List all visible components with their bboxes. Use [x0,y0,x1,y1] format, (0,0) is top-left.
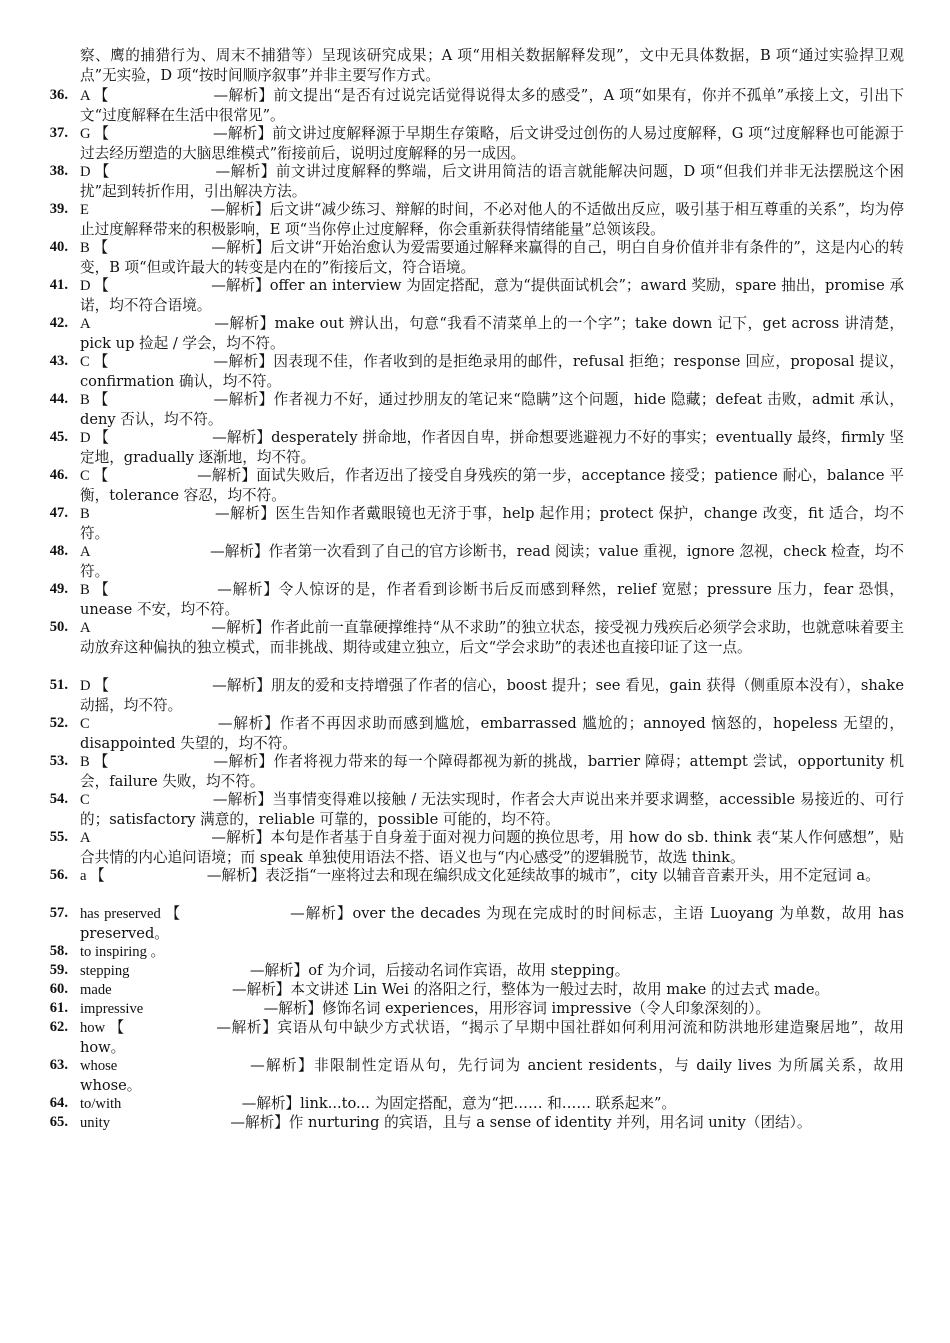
answer-explanation [80,904,904,943]
answer-choice: A [80,830,94,846]
analysis-text: desperately 拼命地，作者因自卑，拼命想要逃避视力不好的事实；eventually 最终，firmly 坚定地，gradually 逐渐地，均不符。 [80,429,904,467]
answer-choice: C [80,716,95,732]
analysis-marker: 【 —解析】 [94,163,276,180]
answer-choice: unity [80,1115,114,1131]
analysis-text: 作者第一次看到了自己的官方诊断书，read 阅读；value 重视，ignore 忽视，check 检查，均不符。 [80,543,904,581]
question-number: 57. [49,905,68,921]
answer-explanation [80,580,904,619]
answer-choice: B [80,754,94,770]
answer-explanation [80,752,904,791]
question-number: 40. [49,239,68,255]
analysis-marker: 【 —解析】 [94,429,272,446]
analysis-text: 作者此前一直靠硬撑维持“从不求助”的独立状态，接受视力残疾后必须学会求助，也就意味着要主动放弃这种偏执的独立模式，而非挑战、期待或建立独立，后文“学会求助”的表述也直接印证了这一点。 [80,619,904,657]
answer-explanation [80,238,904,277]
analysis-text: 前文讲过度解释的弊端，后文讲用简洁的语言就能解决问题，D 项“但我们并非无法摆脱这个困扰”起到转折作用，引出解决方法。 [80,163,904,201]
question-number: 41. [49,277,68,293]
answer-explanation [80,790,904,829]
answer-choice: has preserved [80,906,166,922]
analysis-text: 前文提出“是否有过说完话觉得说得太多的感受”，A 项“如果有，你并不孤单”承接上文，引出下文“过度解释在生活中很常见”。 [80,87,904,125]
analysis-marker: —解析】 [115,981,291,998]
answer-choice: A [80,88,94,104]
answer-explanation [80,676,904,715]
question-number: 64. [49,1095,68,1111]
answer-explanation [80,352,904,391]
answer-explanation [80,942,904,962]
question-number: 55. [49,829,68,845]
answer-choice: to/with [80,1096,125,1112]
analysis-marker: —解析】 [93,315,275,332]
analysis-marker: 【 —解析】 [93,87,274,104]
question-number: 58. [49,943,68,959]
answer-choice: impressive [80,1001,147,1017]
answer-explanation [80,866,904,886]
analysis-text: 作 nurturing 的宾语，且与 a sense of identity 并列，用名词 unity（团结）。 [288,1114,812,1131]
answer-choice: B [80,240,94,256]
answer-choice: stepping [80,963,134,979]
answer-choice: made [80,982,116,998]
answer-choice: A [80,316,94,332]
analysis-marker: 【 —解析】 [93,239,271,256]
answer-choice: C [80,354,94,370]
analysis-marker: 【 —解析】 [93,353,274,370]
answer-explanation [80,1018,904,1057]
analysis-text: 作者将视力带来的每一个障碍都视为新的挑战，barrier 障碍；attempt 尝试，opportunity 机会，failure 失败，均不符。 [80,753,904,791]
answer-choice: a [80,868,91,884]
analysis-marker: 【 —解析】 [93,753,274,770]
answer-choice: A [80,620,94,636]
analysis-marker: 【 —解析】 [93,391,274,408]
answer-choice: A [80,544,94,560]
analysis-text: 作者视力不好，通过抄朋友的笔记来“隐瞒”这个问题，hide 隐藏；defeat 击败，admit 承认，deny 否认，均不符。 [80,391,904,429]
analysis-marker: —解析】 [122,1057,314,1074]
analysis-marker: —解析】 [133,962,309,979]
answer-choice: G [80,126,95,142]
question-number: 59. [49,962,68,978]
answer-choice: C [80,792,94,808]
question-number: 61. [49,1000,68,1016]
analysis-marker: 【 —解析】 [165,905,353,922]
analysis-text: of 为介词，后接动名词作宾语，故用 stepping。 [308,962,630,979]
analysis-marker: —解析】 [93,543,269,560]
answer-explanation [80,1113,904,1133]
answer-explanation [80,714,904,753]
question-number: 39. [49,201,68,217]
question-number: 65. [49,1114,68,1130]
analysis-text: offer an interview 为固定搭配，意为“提供面试机会”；award 奖励，spare 抽出，promise 承诺，均不符合语境。 [80,277,904,315]
analysis-text: 宾语从句中缺少方式状语，“揭示了早期中国社群如何利用河流和防洪地形建造聚居地”，故用 how。 [80,1019,904,1057]
analysis-marker: —解析】 [93,791,273,808]
analysis-text: 修饰名词 experiences，用形容词 impressive（令人印象深刻的）。 [322,1000,771,1017]
analysis-text: 作者不再因求助而感到尴尬，embarrassed 尴尬的；annoyed 恼怒的，hopeless 无望的，disappointed 失望的，均不符。 [80,715,904,753]
answer-choice: whose [80,1058,123,1074]
analysis-text: 本文讲述 Lin Wei 的洛阳之行，整体为一般过去时，故用 make 的过去式 made。 [290,981,830,998]
question-number: 52. [49,715,68,731]
answer-choice: E [80,202,93,218]
answer-explanation [80,980,904,1000]
question-number: 49. [49,581,68,597]
answer-choice: B [80,392,94,408]
analysis-text: 朋友的爱和支持增强了作者的信心，boost 提升；see 看见，gain 获得（侧重原本没有），shake 动摇，均不符。 [80,677,904,715]
answer-explanation [80,428,904,467]
analysis-marker: 【 —解析】 [94,125,273,142]
answer-explanation [80,1094,904,1114]
analysis-text: 面试失败后，作者迈出了接受自身残疾的第一步，acceptance 接受；patience 耐心，balance 平衡，tolerance 容忍，均不符。 [80,467,904,505]
question-number: 42. [49,315,68,331]
analysis-marker: 【 —解析】 [94,277,270,294]
question-number: 51. [49,677,68,693]
analysis-marker: 【 —解析】 [94,677,272,694]
question-number: 48. [49,543,68,559]
answer-explanation [80,124,904,163]
answer-choice: D [80,430,95,446]
answer-explanation [80,86,904,125]
analysis-text: link...to... 为固定搭配，意为“把…… 和…… 联系起来”。 [300,1095,677,1112]
analysis-marker: 【 —解析】 [109,1019,278,1036]
question-number: 56. [49,867,68,883]
analysis-marker: 【 —解析】 [93,467,257,484]
question-number: 45. [49,429,68,445]
question-number: 46. [49,467,68,483]
answer-explanation [80,542,904,581]
analysis-marker: —解析】 [94,715,280,732]
answer-explanation [80,314,904,353]
analysis-text: 非限制性定语从句，先行词为 ancient residents，与 daily lives 为所属关系，故用 whose。 [80,1057,904,1095]
analysis-marker: —解析】 [92,201,270,218]
analysis-text: 前文讲过度解释源于早期生存策略，后文讲受过创伤的人易过度解释，G 项“过度解释也可能源于过去经历塑造的大脑思维模式”衔接前后，说明过度解释的另一成因。 [80,125,904,163]
analysis-marker: —解析】 [125,1095,301,1112]
analysis-marker: —解析】 [146,1000,323,1017]
question-number: 36. [49,87,68,103]
question-number: 50. [49,619,68,635]
answer-choice: how [80,1020,110,1036]
answer-explanation [80,961,904,981]
question-number: 47. [49,505,68,521]
question-number: 37. [49,125,68,141]
continuation-paragraph: 察、鹰的捕猎行为、周末不捕猎等）呈现该研究成果；A 项“用相关数据解释发现”，文中无具体数据，B 项“通过实验捍卫观点”无实验，D 项“按时间顺序叙事”并非主要写作方式。 [80,47,904,84]
answer-choice: C [80,468,94,484]
answer-explanation [80,162,904,201]
answer-explanation [80,466,904,505]
analysis-text: 后文讲“减少练习、辩解的时间，不必对他人的不适做出反应，吸引基于相互尊重的关系”，均为停止过度解释带来的积极影响，E 项“当你停止过度解释，你会重新获得情绪能量”总领该段。 [80,201,904,239]
question-number: 54. [49,791,68,807]
analysis-text: make out 辨认出，句意“我看不清菜单上的一个字”；take down 记下，get across 讲清楚，pick up 捡起 / 学会，均不符。 [80,315,904,353]
answer-explanation [80,1056,904,1095]
analysis-text: 后文讲“开始治愈认为爱需要通过解释来赢得的自己，明白自身价值并非有条件的”，这是内心的转变，B 项“但或许最大的转变是内在的”衔接后文，符合语境。 [80,239,904,277]
answer-explanation [80,276,904,315]
analysis-text: 因表现不佳，作者收到的是拒绝录用的邮件，refusal 拒绝；response 回应，proposal 提议，confirmation 确认，均不符。 [80,353,904,391]
answer-choice: D [80,678,95,694]
answer-choice: to inspiring [80,944,151,960]
question-number: 63. [49,1057,68,1073]
question-number: 43. [49,353,68,369]
analysis-marker: 【 —解析】 [94,581,279,598]
analysis-text: 。 [150,943,166,960]
answer-choice: B [80,506,94,522]
question-number: 44. [49,391,68,407]
analysis-marker: —解析】 [93,505,276,522]
question-number: 53. [49,753,68,769]
analysis-marker: —解析】 [93,619,271,636]
analysis-text: 表泛指“一座将过去和现在编织成文化延续故事的城市”，city 以辅音音素开头，用不定冠词 a。 [265,867,880,884]
analysis-text: 令人惊讶的是，作者看到诊断书后反而感到释然，relief 宽慰；pressure 压力，fear 恐惧，unease 不安，均不符。 [80,581,904,619]
analysis-marker: —解析】 [113,1114,289,1131]
analysis-text: 当事情变得难以接触 / 无法实现时，作者会大声说出来并要求调整，accessible 易接近的、可行的；satisfactory 满意的，reliable 可靠的，possible 可能的，均不符。 [80,791,904,829]
question-number: 38. [49,163,68,179]
answer-explanation [80,999,904,1019]
analysis-text: over the decades 为现在完成时的时间标志，主语 Luoyang 为单数，故用 has preserved。 [80,905,904,943]
answer-choice: B [80,582,95,598]
question-number: 62. [49,1019,68,1035]
analysis-text: 本句是作者基于自身羞于面对视力问题的换位思考，用 how do sb. think 表“某人作何感想”，贴合共情的内心追问语境；而 speak 单独使用语法不搭、语义也与“内心感受”的逻辑脱节，故选 think。 [80,829,904,867]
answer-explanation [80,390,904,429]
answer-explanation [80,828,904,867]
answer-explanation [80,504,904,543]
answer-choice: D [80,164,95,180]
question-number: 60. [49,981,68,997]
analysis-marker: —解析】 [93,829,271,846]
analysis-text: 医生告知作者戴眼镜也无济于事，help 起作用；protect 保护，change 改变，fit 适合，均不符。 [80,505,904,543]
analysis-marker: 【 —解析】 [90,867,266,884]
answer-explanation [80,200,904,239]
answer-choice: D [80,278,95,294]
answer-explanation [80,618,904,657]
